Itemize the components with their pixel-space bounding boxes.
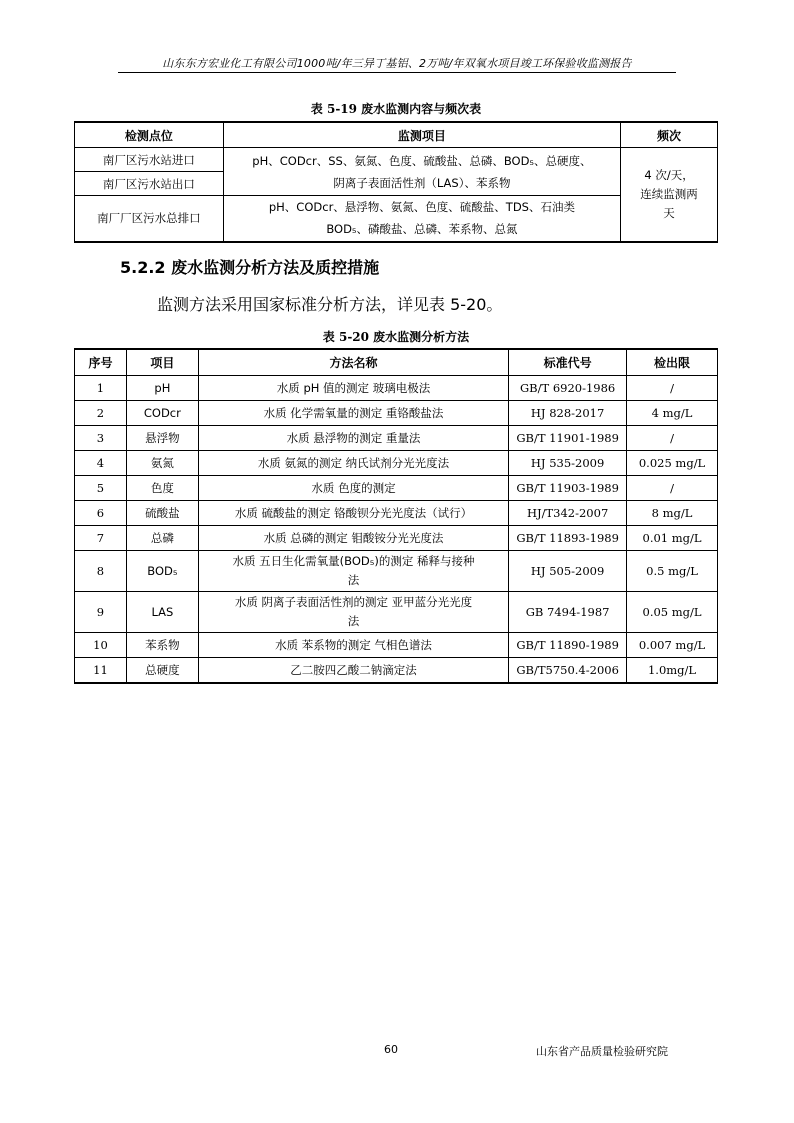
page-header: 山东东方宏业化工有限公司1000吨/年三异丁基铝、2万吨/年双氧水项目竣工环保验收监测报告 [162,57,632,70]
limit-cell: 8 mg/L [627,501,718,526]
limit-cell: 4 mg/L [627,401,718,426]
header-divider [118,72,676,73]
analysis-methods-table [74,348,718,684]
section-heading: 5.2.2 废水监测分析方法及质控措施 [120,258,380,277]
header-cell: 项目 [126,349,198,376]
item-cell: 硫酸盐 [126,501,198,526]
method-cell [198,551,508,592]
limit-cell: / [627,376,718,401]
standard-cell: HJ 505-2009 [509,551,627,592]
no-cell: 5 [75,476,127,501]
item-cell: CODcr [126,401,198,426]
standard-cell: HJ 828-2017 [509,401,627,426]
limit-cell: / [627,426,718,451]
table-row [75,426,718,451]
table-row [75,148,718,172]
no-cell: 2 [75,401,127,426]
standard-cell: GB/T5750.4-2006 [509,658,627,684]
header-cell: 方法名称 [198,349,508,376]
table-row [75,476,718,501]
limit-cell: / [627,476,718,501]
limit-cell: 0.5 mg/L [627,551,718,592]
table-header-row [75,122,718,148]
items-line: pH、CODcr、悬浮物、氨氮、色度、硫酸盐、TDS、石油类 [268,200,575,215]
header-cell: 检测点位 [75,122,224,148]
table-row [75,592,718,633]
table-row [75,451,718,476]
method-line: 法 [347,573,360,587]
standard-cell: GB/T 11890-1989 [509,633,627,658]
method-line: 法 [347,614,360,628]
method-cell: 水质 色度的测定 [198,476,508,501]
no-cell: 8 [75,551,127,592]
no-cell: 11 [75,658,127,684]
frequency-line: 4 次/天， [644,167,694,182]
table-header-row [75,349,718,376]
no-cell: 1 [75,376,127,401]
item-cell: 总磷 [126,526,198,551]
point-cell: 南厂区污水站进口 [75,148,224,172]
table-row [75,401,718,426]
method-cell: 水质 苯系物的测定 气相色谱法 [198,633,508,658]
method-cell: 水质 氨氮的测定 纳氏试剂分光光度法 [198,451,508,476]
method-line: 水质 阴离子表面活性剂的测定 亚甲蓝分光光度 [234,595,473,609]
standard-cell: GB/T 6920-1986 [509,376,627,401]
frequency-line: 连续监测两 [640,186,698,201]
point-cell: 南厂区污水站出口 [75,172,224,196]
method-line: 水质 五日生化需氧量(BOD₅)的测定 稀释与接种 [232,554,475,568]
item-cell: 色度 [126,476,198,501]
footer-organization: 山东省产品质量检验研究院 [536,1045,668,1058]
table2-caption: 表 5-20 废水监测分析方法 [322,330,470,344]
items-line: BOD₅、磷酸盐、总磷、苯系物、总氮 [326,222,518,237]
page-number: 60 [384,1043,398,1056]
standard-cell: GB/T 11903-1989 [509,476,627,501]
item-cell: BOD₅ [126,551,198,592]
table-row [75,633,718,658]
no-cell: 3 [75,426,127,451]
item-cell: 苯系物 [126,633,198,658]
method-cell: 水质 总磷的测定 钼酸铵分光光度法 [198,526,508,551]
item-cell: 总硬度 [126,658,198,684]
body-paragraph: 监测方法采用国家标准分析方法，详见表 5-20。 [157,295,503,314]
frequency-line: 天 [663,205,675,220]
limit-cell: 1.0mg/L [627,658,718,684]
items-line: 阴离子表面活性剂（LAS）、苯系物 [333,175,511,190]
method-cell: 水质 pH 值的测定 玻璃电极法 [198,376,508,401]
items-cell [223,196,620,242]
no-cell: 10 [75,633,127,658]
item-cell: 氨氮 [126,451,198,476]
limit-cell: 0.025 mg/L [627,451,718,476]
wastewater-monitoring-table [74,121,718,243]
items-cell [223,148,620,196]
header-cell: 标准代号 [509,349,627,376]
limit-cell: 0.01 mg/L [627,526,718,551]
method-cell: 水质 硫酸盐的测定 铬酸钡分光光度法（试行） [198,501,508,526]
standard-cell: GB/T 11893-1989 [509,526,627,551]
header-cell: 监测项目 [223,122,620,148]
method-cell: 乙二胺四乙酸二钠滴定法 [198,658,508,684]
header-cell: 序号 [75,349,127,376]
item-cell: 悬浮物 [126,426,198,451]
item-cell: LAS [126,592,198,633]
no-cell: 4 [75,451,127,476]
no-cell: 9 [75,592,127,633]
header-cell: 检出限 [627,349,718,376]
table-row [75,501,718,526]
table1-caption: 表 5-19 废水监测内容与频次表 [310,102,482,116]
standard-cell: HJ/T342-2007 [509,501,627,526]
standard-cell: HJ 535-2009 [509,451,627,476]
table-row [75,551,718,592]
frequency-cell [621,148,718,242]
method-cell: 水质 化学需氧量的测定 重铬酸盐法 [198,401,508,426]
header-cell: 频次 [621,122,718,148]
limit-cell: 0.05 mg/L [627,592,718,633]
item-cell: pH [126,376,198,401]
no-cell: 6 [75,501,127,526]
method-cell [198,592,508,633]
point-cell: 南厂厂区污水总排口 [75,196,224,242]
no-cell: 7 [75,526,127,551]
items-line: pH、CODcr、SS、氨氮、色度、硫酸盐、总磷、BOD₅、总硬度、 [252,153,592,168]
table-row [75,526,718,551]
table-row [75,376,718,401]
standard-cell: GB/T 11901-1989 [509,426,627,451]
standard-cell: GB 7494-1987 [509,592,627,633]
table-row [75,658,718,684]
limit-cell: 0.007 mg/L [627,633,718,658]
method-cell: 水质 悬浮物的测定 重量法 [198,426,508,451]
